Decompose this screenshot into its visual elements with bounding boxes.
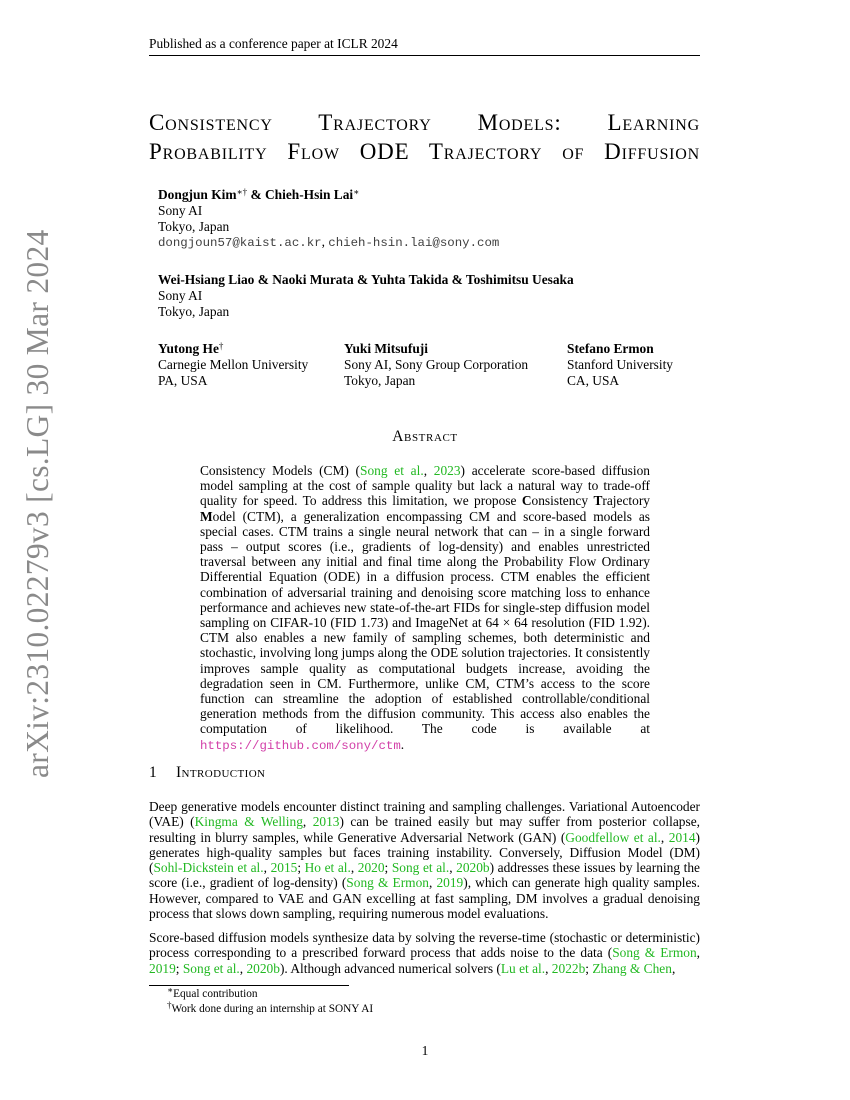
intro-paragraph-1: Deep generative models encounter distinct training and sampling challenges. Variational Autoencoder (VAE) (Kingma & Welling, 2013) can be trained easily but may suffer from posterior collapse, resulting in blurry samples, while Generative Adversarial Network (GAN) (Goodfellow et al., 2014) generates high-quality samples but faces training instability. Conversely, Diffusion Model (DM) (Sohl-Dickstein et al., 2015; Ho et al., 2020; Song et al., 2020b) addresses these issues by learning the score (i.e., gradient of log-density) (Song & Ermon, 2019), which can generate high quality samples. However, compared to VAE and GAN excelling at fast sampling, DM involves a gradual denoising process that slows down sampling, requiring numerous model evaluations. xyxy=(149,799,700,922)
author-affiliation-1: Sony AI xyxy=(158,202,203,218)
author-location-1: Tokyo, Japan xyxy=(158,218,230,234)
author-group-2 xyxy=(158,272,574,319)
citation-link[interactable]: 2019 xyxy=(149,960,176,976)
author-names-1: Dongjun Kim∗† & Chieh-Hsin Lai∗ xyxy=(158,187,360,202)
citation-link[interactable]: Goodfellow et al. xyxy=(565,829,661,845)
footnote-rule xyxy=(149,985,349,986)
email-link-2[interactable]: chieh-hsin.lai@sony.com xyxy=(328,236,500,251)
citation-link[interactable]: 2023 xyxy=(433,463,461,478)
arxiv-stamp: arXiv:2310.02279v3 [cs.LG] 30 Mar 2024 xyxy=(20,229,55,778)
citation-link[interactable]: Song & Ermon xyxy=(346,875,429,891)
citation-link[interactable]: 2020 xyxy=(357,860,385,876)
author-col-1 xyxy=(158,341,308,388)
paper-title: Consistency Trajectory Models: Learning Probability Flow ODE Trajectory of Diffusion xyxy=(149,110,700,164)
citation-link[interactable]: 2022b xyxy=(551,960,586,976)
citation-link[interactable]: 2013 xyxy=(312,814,340,830)
citation-link[interactable]: Kingma & Welling xyxy=(194,814,303,830)
conference-header: Published as a conference paper at ICLR 2024 xyxy=(149,36,700,56)
page-number: 1 xyxy=(421,1043,429,1058)
abstract-heading: Abstract xyxy=(392,428,458,445)
code-url-link[interactable]: https://github.com/sony/ctm xyxy=(200,738,401,753)
citation-link[interactable]: 2020b xyxy=(456,860,490,876)
abstract-body: Consistency Models (CM) (Song et al., 2023) accelerate score-based diffusion model sampling at the cost of sample quality but lack a natural way to trade-off quality for speed. To address this limitation, we propose Consistency Trajectory Model (CTM), a generalization encompassing CM and score-based models as special cases. CTM trains a single neural network that can – in a single forward pass – output scores (i.e., gradients of log-density) and enables unrestricted traversal between any initial and final time along the Probability Flow Ordinary Differential Equation (ODE) in a diffusion process. CTM enables the efficient combination of adversarial training and denoising score matching loss to enhance performance and achieves new state-of-the-art FIDs for single-step diffusion model sampling on CIFAR-10 (FID 1.73) and ImageNet at 64 × 64 resolution (FID 1.92). CTM also enables a new family of sampling schemes, both deterministic and stochastic, involving long jumps along the ODE solution trajectories. It consistently improves sample quality as computational budgets increase, avoiding the degradation seen in CM. Furthermore, unlike CM, CTM’s access to the score function can streamline the adoption of established controllable/conditional generation methods from the diffusion community. This access also enables the computation of likelihood. The code is available at https://github.com/sony/ctm. xyxy=(200,463,650,753)
author-affiliation: Carnegie Mellon University xyxy=(158,356,309,372)
author-location: Tokyo, Japan xyxy=(344,372,416,388)
citation-link[interactable]: 2015 xyxy=(270,860,298,876)
citation-link[interactable]: Ho et al. xyxy=(304,860,351,876)
email-link-1[interactable]: dongjoun57@kaist.ac.kr xyxy=(158,236,322,251)
citation-link[interactable]: 2020b xyxy=(246,960,280,976)
citation-link[interactable]: 2019 xyxy=(436,875,464,891)
footnote-1: ∗Equal contribution xyxy=(167,985,258,1000)
citation-link[interactable]: Song et al. xyxy=(360,463,424,478)
citation-link[interactable]: Song & Ermon xyxy=(612,945,697,961)
author-col-2 xyxy=(344,341,528,388)
citation-link[interactable]: Zhang & Chen xyxy=(592,960,672,976)
author-col-3 xyxy=(567,341,673,388)
author-names-2: Wei-Hsiang Liao & Naoki Murata & Yuhta Takida & Toshimitsu Uesaka xyxy=(158,272,574,287)
author-name: Stefano Ermon xyxy=(567,341,654,356)
author-affiliation-2: Sony AI xyxy=(158,287,203,303)
author-group-1 xyxy=(158,187,499,252)
citation-link[interactable]: Song et al. xyxy=(182,960,240,976)
citation-link[interactable]: Song et al. xyxy=(391,860,450,876)
author-location: PA, USA xyxy=(158,372,208,388)
author-name: Yutong He† xyxy=(158,341,224,356)
author-affiliation: Sony AI, Sony Group Corporation xyxy=(344,356,529,372)
author-location: CA, USA xyxy=(567,372,620,388)
author-emails: dongjoun57@kaist.ac.kr, chieh-hsin.lai@sony.com xyxy=(158,234,500,251)
intro-paragraph-2: Score-based diffusion models synthesize data by solving the reverse-time (stochastic or deterministic) process corresponding to a prescribed forward process that adds noise to the data (Song & Ermon, 2019; Song et al., 2020b). Although advanced numerical solvers (Lu et al., 2022b; Zhang & Chen, xyxy=(149,930,701,976)
section-heading: 1 Introduction xyxy=(149,764,266,781)
footnote-2: †Work done during an internship at SONY AI xyxy=(167,1000,374,1015)
citation-link[interactable]: Sohl-Dickstein et al. xyxy=(153,860,264,876)
author-location-2: Tokyo, Japan xyxy=(158,303,230,319)
author-name: Yuki Mitsufuji xyxy=(344,341,428,356)
author-affiliation: Stanford University xyxy=(567,356,673,372)
citation-link[interactable]: 2014 xyxy=(668,829,696,845)
citation-link[interactable]: Lu et al. xyxy=(500,960,546,976)
